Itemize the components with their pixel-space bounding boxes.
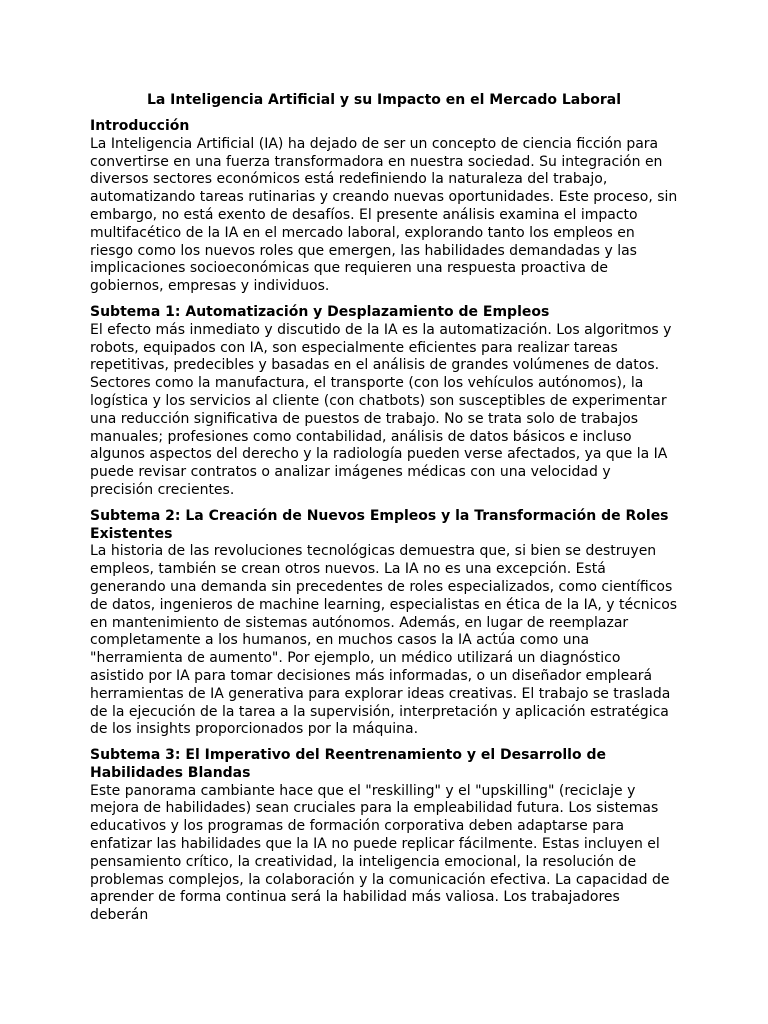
section-heading: Subtema 1: Automatización y Desplazamiento de Empleos: [90, 303, 550, 320]
section-heading: Subtema 3: El Imperativo del Reentrenamiento y el Desarrollo de Habilidades Blandas: [90, 747, 606, 781]
section-body: El efecto más inmediato y discutido de la IA es la automatización. Los algoritmos y robots, equipados con IA, son especialmente eficientes para realizar tareas repetitivas, predecibles y basadas en el análisis de grandes volúmenes de datos. Sectores como la manufactura, el transporte (con los vehículos autónomos), la logística y los servicios al cliente (con chatbots) son susceptibles de experimentar una reducción significativa de puestos de trabajo. No se trata solo de trabajos manuales; profesiones como contabilidad, análisis de datos básicos e incluso algunos aspectos del derecho y la radiología pueden verse afectados, ya que la IA puede revisar contratos o analizar imágenes médicas con una velocidad y precisión crecientes.: [90, 321, 672, 498]
section-body: La historia de las revoluciones tecnológicas demuestra que, si bien se destruyen empleos, también se crean otros nuevos. La IA no es una excepción. Está generando una demanda sin precedentes de roles especializados, como científicos de datos, ingenieros de machine learning, especialistas en ética de la IA, y técnicos en mantenimiento de sistemas autónomos. Además, en lugar de reemplazar completamente a los humanos, en muchos casos la IA actúa como una "herramienta de aumento". Por ejemplo, un médico utilizará un diagnóstico asistido por IA para tomar decisiones más informadas, o un diseñador empleará herramientas de IA generativa para explorar ideas creativas. El trabajo se traslada de la ejecución de la tarea a la supervisión, interpretación y aplicación estratégica de los insights proporcionados por la máquina.: [90, 543, 678, 738]
section-heading: Subtema 2: La Creación de Nuevos Empleos y la Transformación de Roles Existentes: [90, 507, 669, 542]
document-page: [90, 90, 678, 933]
section-subtema-2: [90, 508, 678, 739]
section-introduction: [90, 118, 678, 296]
document-title: La Inteligencia Artificial y su Impacto en el Mercado Laboral: [146, 92, 622, 108]
section-body: Este panorama cambiante hace que el "reskilling" y el "upskilling" (reciclaje y mejora de habilidades) sean cruciales para la empleabilidad futura. Los sistemas educativos y los programas de formación corporativa deben adaptarse para enfatizar las habilidades que la IA no puede replicar fácilmente. Estas incluyen el pensamiento crítico, la creatividad, la inteligencia emocional, la resolución de problemas complejos, la colaboración y la comunicación efectiva. La capacidad de aprender de forma continua será la habilidad más valiosa. Los trabajadores deberán: [90, 782, 670, 924]
section-subtema-1: [90, 304, 678, 500]
section-heading: Introducción: [90, 118, 190, 134]
section-body: La Inteligencia Artificial (IA) ha dejado de ser un concepto de ciencia ficción para convertirse en una fuerza transformadora en nuestra sociedad. Su integración en diversos sectores económicos está redefiniendo la naturaleza del trabajo, automatizando tareas rutinarias y creando nuevas oportunidades. Este proceso, sin embargo, no está exento de desafíos. El presente análisis examina el impacto multifacético de la IA en el mercado laboral, explorando tanto los empleos en riesgo como los nuevos roles que emergen, las habilidades demandadas y las implicaciones socioeconómicas que requieren una respuesta proactiva de gobiernos, empresas y individuos.: [90, 135, 678, 295]
section-subtema-3: [90, 747, 678, 925]
